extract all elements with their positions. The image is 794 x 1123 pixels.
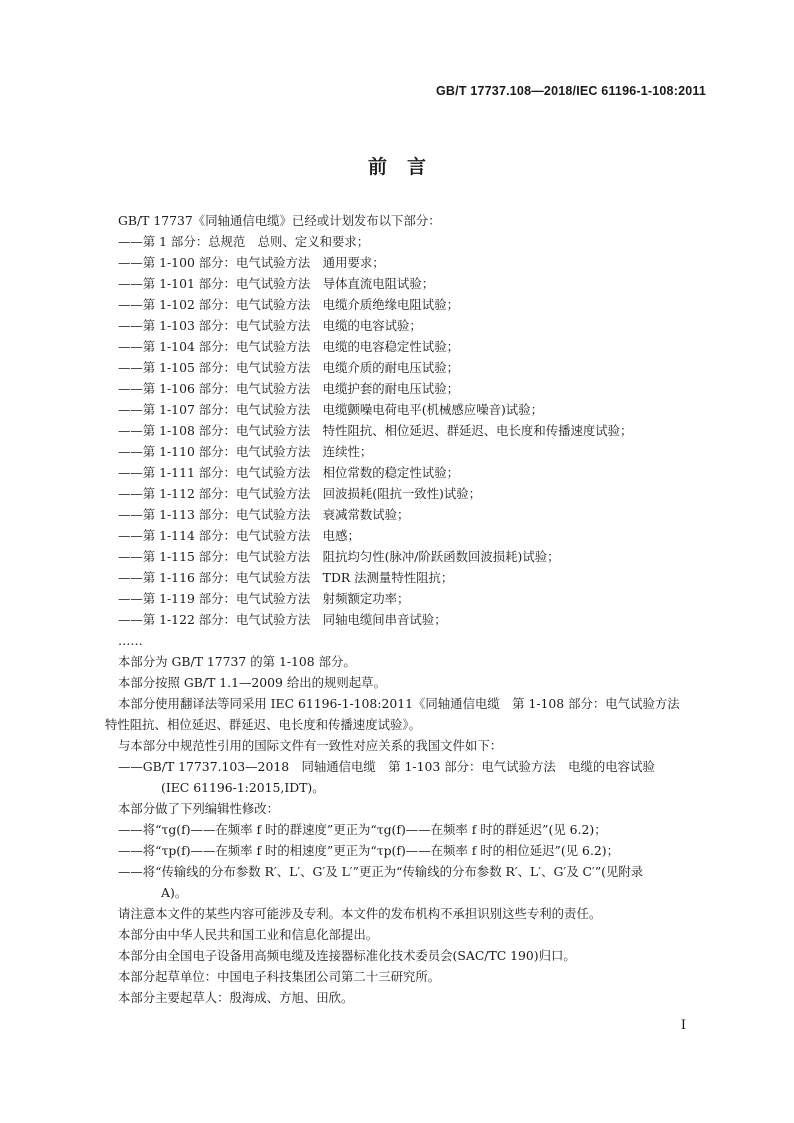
text-line: ——第 1-101 部分：电气试验方法 导体直流电阻试验； xyxy=(118,276,435,291)
text-line: ——第 1-107 部分：电气试验方法 电缆颤噪电荷电平(机械感应噪音)试验； xyxy=(118,402,543,417)
text-line: 本部分由全国电子设备用高频电缆及连接器标准化技术委员会(SAC/TC 190)归口。 xyxy=(118,948,576,963)
text-line: ——第 1-119 部分：电气试验方法 射频额定功率； xyxy=(118,591,410,606)
text-line: ——第 1-110 部分：电气试验方法 连续性； xyxy=(118,444,373,459)
text-line: A)。 xyxy=(161,885,188,900)
text-line: ——GB/T 17737.103—2018 同轴通信电缆 第 1-103 部分：电气试验方法 电缆的电容试验 xyxy=(118,759,655,774)
text-line: ——第 1-116 部分：电气试验方法 TDR 法测量特性阻抗； xyxy=(118,570,454,585)
text-line: ——将“τp(f)——在频率 f 时的相速度”更正为“τp(f)——在频率 f 时的相位延迟”(见 6.2)； xyxy=(118,843,619,858)
text-line: 本部分起草单位：中国电子科技集团公司第二十三研究所。 xyxy=(118,969,441,984)
text-line: 本部分由中华人民共和国工业和信息化部提出。 xyxy=(118,927,379,942)
text-line: 请注意本文件的某些内容可能涉及专利。本文件的发布机构不承担识别这些专利的责任。 xyxy=(118,906,602,921)
text-line: ——第 1-102 部分：电气试验方法 电缆介质绝缘电阻试验； xyxy=(118,297,459,312)
text-line: ——第 1-114 部分：电气试验方法 电感； xyxy=(118,528,360,543)
text-line: ——第 1-105 部分：电气试验方法 电缆介质的耐电压试验； xyxy=(118,360,459,375)
page-title: 前言 xyxy=(367,156,446,178)
text-line: ——第 1-113 部分：电气试验方法 衰减常数试验； xyxy=(118,507,410,522)
text-line: ——将“传输线的分布参数 R′、L′、G′及 L′”更正为“传输线的分布参数 R′、L′、G′及 C′”(见附录 xyxy=(118,864,644,879)
text-line: 与本部分中规范性引用的国际文件有一致性对应关系的我国文件如下： xyxy=(118,738,503,753)
text-line: 本部分主要起草人：殷海成、方旭、田欣。 xyxy=(118,990,354,1005)
text-line: ——第 1-115 部分：电气试验方法 阻抗均匀性(脉冲/阶跃函数回波损耗)试验； xyxy=(118,549,560,564)
text-line: 本部分使用翻译法等同采用 IEC 61196-1-108:2011《同轴通信电缆 第 1-108 部分：电气试验方法 xyxy=(118,696,680,711)
document-body xyxy=(105,210,708,1008)
text-line: 本部分按照 GB/T 1.1—2009 给出的规则起草。 xyxy=(118,675,386,690)
text-line: ——第 1-111 部分：电气试验方法 相位常数的稳定性试验； xyxy=(118,465,459,480)
text-line: ——第 1 部分：总规范 总则、定义和要求； xyxy=(118,234,370,249)
text-line: …… xyxy=(118,633,143,648)
text-line: ——第 1-104 部分：电气试验方法 电缆的电容稳定性试验； xyxy=(118,339,459,354)
text-line: 本部分做了下列编辑性修改： xyxy=(118,801,280,816)
text-line: ——将“τg(f)——在频率 f 时的群速度”更正为“τg(f)——在频率 f 时的群延迟”(见 6.2)； xyxy=(118,822,607,837)
text-line: 本部分为 GB/T 17737 的第 1-108 部分。 xyxy=(118,654,356,669)
standard-code-header: GB/T 17737.108—2018/IEC 61196-1-108:2011 xyxy=(436,84,706,98)
text-line: (IEC 61196-1:2015,IDT)。 xyxy=(161,780,325,795)
text-line: ——第 1-108 部分：电气试验方法 特性阻抗、相位延迟、群延迟、电长度和传播速度试验； xyxy=(118,423,633,438)
text-line: ——第 1-112 部分：电气试验方法 回波损耗(阻抗一致性)试验； xyxy=(118,486,482,501)
text-line: ——第 1-122 部分：电气试验方法 同轴电缆间串音试验； xyxy=(118,612,447,627)
page-number: I xyxy=(680,1018,686,1033)
text-line: 特性阻抗、相位延迟、群延迟、电长度和传播速度试验》。 xyxy=(105,717,421,732)
text-line: GB/T 17737《同轴通信电缆》已经或计划发布以下部分： xyxy=(118,213,441,228)
text-line: ——第 1-100 部分：电气试验方法 通用要求； xyxy=(118,255,385,270)
text-line: ——第 1-103 部分：电气试验方法 电缆的电容试验； xyxy=(118,318,422,333)
text-line: ——第 1-106 部分：电气试验方法 电缆护套的耐电压试验； xyxy=(118,381,459,396)
